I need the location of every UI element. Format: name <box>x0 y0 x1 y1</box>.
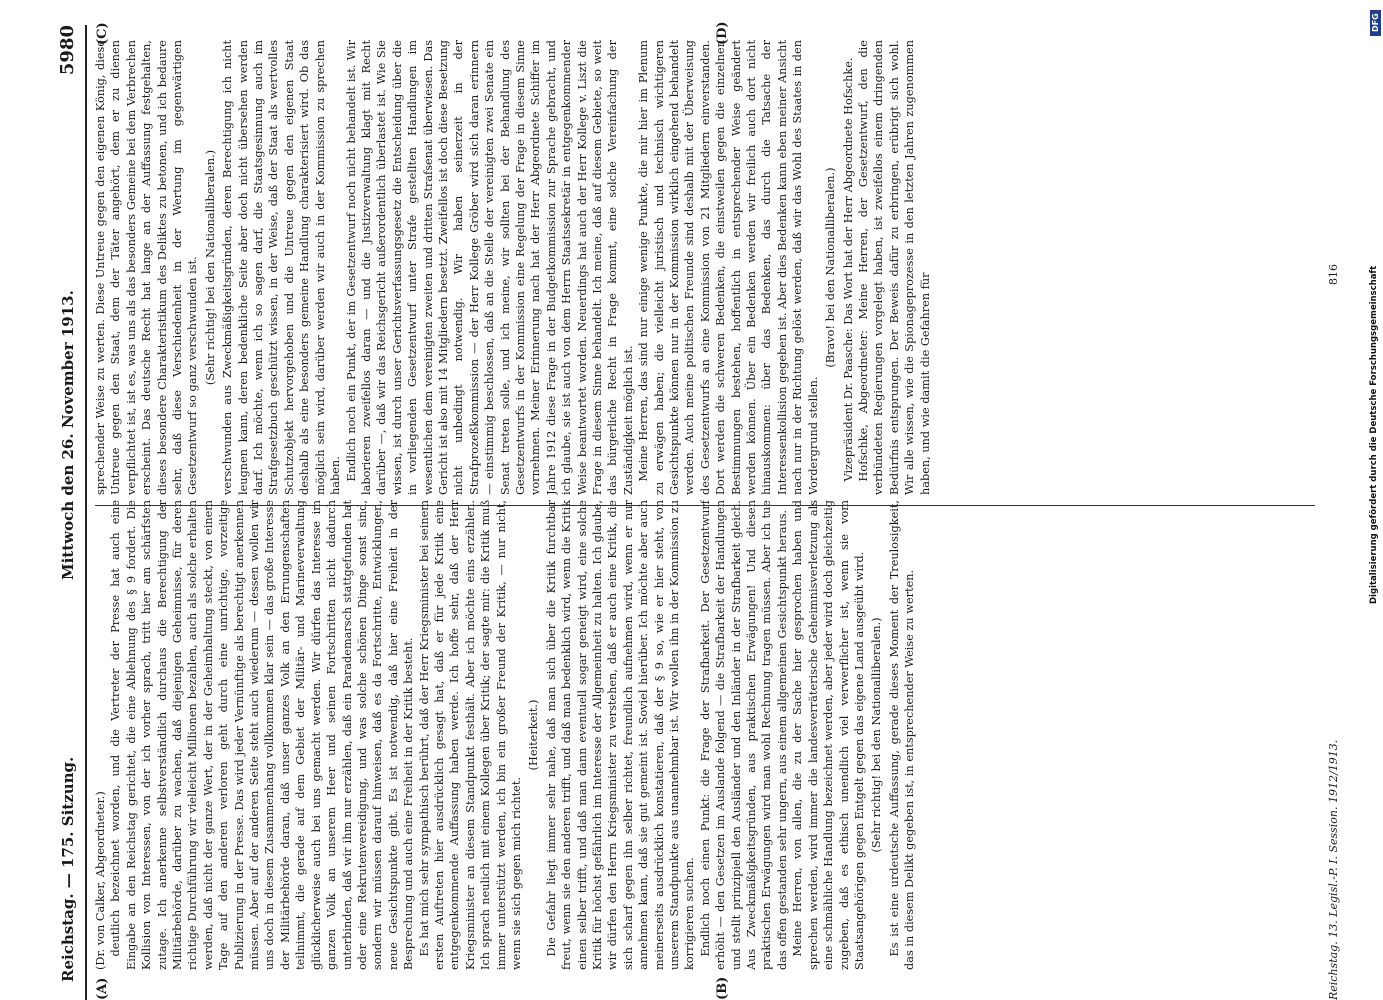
page-number: 5980 <box>57 25 78 76</box>
header-rule <box>85 25 87 1000</box>
marker-c: (C) <box>95 22 110 45</box>
dfg-logo: DFG <box>1370 10 1381 36</box>
interjection: (Sehr richtig! bei den Nationalliberalen.) <box>870 617 884 853</box>
paragraph: Meine Herren, von allen, die zu der Sache hier gesprochen haben und sprechen werden, wird immer die landesverräterische Geheimnisverletzung als eine schmähliche Handlung bezeichnet werden, aber jeder wird doch gleichzeitig zugeben, daß es ethisch unendlich viel verwerflicher ist, wenn sie vom Staatsangehörigen gegen Entgelt gegen das eigene Land ausgeübt wird. <box>791 500 866 970</box>
left-column <box>93 500 1323 970</box>
paragraph: verschwunden aus Zweckmäßigkeitsgründen, deren Berechtigung ich nicht leugnen kann, deren bedenkliche Seite aber doch nicht übersehen werden darf. Ich möchte, wenn ich so sagen darf, die Staatsgesinnung auch im Strafgesetzbuch geschützt wissen, in der Weise, daß der Staat als wertvolles Schutzobjekt hervorgehoben und die Untreue gegen den eigenen Staat deshalb als eine besonders gemeine Handlung charakterisiert wird. Ob das möglich sein wird, darüber werden wir auch in der Kommission zu sprechen haben. <box>221 40 343 495</box>
header-date: Mittwoch den 26. November 1913. <box>59 290 77 580</box>
footer-page-count: 816 <box>1327 264 1340 285</box>
paragraph: sprechender Weise zu werten. Diese Untreue gegen den eigenen König, diese Untreue gegen den Staat, dem der Täter angehört, dem er zu dienen verpflichtet ist, ist es, was uns als das besonders Gemeine bei dem Verbrechen erscheint. Das deutsche Recht hat lange an der Auffassung festgehalten, dieses besondere Charakteristikum des Deliktes zu betonen, und ich bedaure sehr, daß diese Verschiedenheit in der Wertung im gegenwärtigen Gesetzentwurf so ganz verschwunden ist. <box>94 40 200 495</box>
header-left: Reichstag. — 175. Sitzung. <box>59 756 77 982</box>
column-divider <box>95 505 1315 506</box>
page-header <box>55 25 85 1000</box>
interjection: (Heiterkeit.) <box>527 699 541 771</box>
marker-b: (B) <box>715 976 730 1000</box>
marker-d: (D) <box>715 21 730 45</box>
paragraph: Es ist eine urdeutsche Auffassung, gerade dieses Moment der Treulosigkeit, das in diesem Delikt gegeben ist, in entsprechender Weise zu werten. <box>887 500 917 970</box>
paragraph: deutlich bezeichnet worden, und die Vertreter der Presse hat auch eine Eingabe an den Reichstag gerichtet, die eine Ablehnung des § 9 fordert. Die Kollision von Interessen, von der ich vorher sprach, tritt hier am schärfsten zutage. Ich anerkenne selbstverständlich durchaus die Berechtigung der Militärbehörde, darüber zu wachen, daß diejenigen Geheimnisse, für deren richtige Durchführung wir vielleicht Millionen bezahlen, auch als solche erhalten werden, daß nicht der ganze Wert, der in der Geheimhaltung steckt, von einem Tage auf den anderen verloren geht durch eine unrichtige, vorzeitige Publizierung in der Presse. Das wird jeder Vernünftige als berechtigt anerkennen müssen. Aber auf der anderen Seite steht auch wiederum — dessen wollen wir uns doch in diesem Zusammenhang vollkommen klar sein — das große Interesse der Militärbehörde daran, daß unser ganzes Volk an den Errungenschaften teilnimmt, die gerade auf dem Gebiet der Militär- und Marineverwaltung glücklicherweise auch bei uns gemacht werden. Wir dürfen das Interesse im ganzen Volk an unserem Heer und seinen Fortschritten nicht dadurch unterbinden, daß wir ihm nur erzählen, daß ein Parademarsch stattgefunden hat oder eine Rekrutenvereidigung, und was solche schönen Dinge sonst sind, sondern wir müssen darauf hinweisen, daß es da Fortschritte, Entwicklungen, neue Gesichtspunkte gibt. Es ist notwendig, daß hier eine Freiheit in der Besprechung und auch eine Freiheit in der Kritik besteht. <box>109 500 416 970</box>
paragraph: Endlich noch einen Punkt: die Frage der Strafbarkeit. Der Gesetzentwurf erhöht — den Gesetzen im Auslande folgend — die Strafbarkeit der Handlungen und stellt prinzipiell den Ausländer und den Inländer in der Strafbarkeit gleich. Aus Zweckmäßigkeitsgründen, aus praktischen Erwägungen! Und diesen praktischen Erwägungen wird man wohl Rechnung tragen müssen. Aber ich tue das offen gestanden sehr ungern, aus einem allgemeinen Gesichtspunkt heraus. <box>698 500 789 970</box>
speaker-line: (Dr. von Calker, Abgeordneter.) <box>94 791 107 970</box>
right-column <box>93 40 1323 495</box>
interjection: (Bravo! bei den Nationalliberalen.) <box>824 167 838 368</box>
paragraph: Endlich noch ein Punkt, der im Gesetzentwurf noch nicht behandelt ist. Wir laborieren zweifellos daran — und die Justizverwaltung klagt mit Recht darüber —, daß wir das Reichsgericht außerordentlich überlastet ist. Wie Sie wissen, ist durch unser Gerichtsverfassungsgesetz die Entscheidung über die in vorliegenden Gesetzentwurf unter Strafe gestellten Handlungen im wesentlichen dem vereinigten zweiten und dritten Strafsenat überwiesen. Das Gericht ist also mit 14 Mitgliedern besetzt. Zweifellos ist doch diese Besetzung nicht unbedingt notwendig. Wir haben seinerzeit in der Strafprozeßkommission — der Herr Kollege Gröber wird sich daran erinnern — einstimmig beschlossen, daß an die Stelle der vereinigten zwei Senate ein Senat treten solle, und ich meine, wir sollten bei der Behandlung des Gesetzentwurfs in der Kommission eine Regelung der Frage in diesem Sinne vornehmen. Meiner Erinnerung nach hat der Herr Abgeordnete Schiffer im Jahre 1912 diese Frage in der Budgetkommission zur Sprache gebracht, und ich glaube, sie ist auch von dem Herrn Staatssekretär in entgegenkommender Weise beantwortet worden. Neuerdings hat auch der Herr Kollege v. Liszt die Frage in diesem Sinne behandelt. Ich meine, daß auf diesem Gebiete, so weit das bürgerliche Recht in Frage kommt, eine solche Vereinfachung der Zuständigkeit möglich ist. <box>344 40 635 495</box>
sidebar-attribution <box>1369 0 1383 1000</box>
rotated-document-page <box>55 21 1345 1000</box>
paragraph: Hofschke, Abgeordneter: Meine Herren, der Gesetzentwurf, den die verbündeten Regierungen vorgelegt haben, ist zweifellos einem dringenden Bedürfnis entsprungen. Der Beweis dafür zu erbringen, erübrigt sich wohl. Wir alle wissen, wie die Spionageprozesse in den letzten Jahren zugenommen haben, und wie damit die Gefahren für <box>856 40 932 495</box>
paragraph: Die Gefahr liegt immer sehr nahe, daß man sich über die Kritik furchtbar freut, wenn sie den anderen trifft, und daß man bedenklich wird, wenn die Kritik einen selber trifft, und daß man dann eventuell sogar geneigt wird, eine solche Kritik für höchst gefährlich im Interesse der Allgemeinheit zu halten. Ich glaube, wir dürfen den Herrn Kriegsminister zu verstehen, daß er auch eine Kritik, die sich scharf gegen ihn selber richtet, freundlich aufnehmen wird, wenn er nur annehmen kann, daß sie gut gemeint ist. Soviel hierüber. Ich möchte aber auch meinerseits ausdrücklich konstatieren, daß der § 9 so, wie er hier steht, von unserem Standpunkte aus unannehmbar ist. Wir wollen ihn in der Kommission zu korrigieren suchen. <box>544 500 697 970</box>
funding-note: Digitalisierung gefördert durch die Deutsche Forschungsgemeinschaft <box>1369 265 1379 604</box>
footer-session: Reichstag. 13. Legisl.-P. I. Session. 1912/1913. <box>1327 739 1340 1000</box>
paragraph: Vizepräsident Dr. Paasche: Das Wort hat der Herr Abgeordnete Hofschke. <box>841 57 855 482</box>
paragraph: Es hat mich sehr sympathisch berührt, daß der Herr Kriegsminister bei seinem ersten Auftreten hier ausdrücklich gesagt hat, daß er für jede Kritik eine entgegenkommende Auffassung haben werde. Ich hoffe sehr, daß der Herr Kriegsminister an diesem Standpunkt festhält. Aber ich möchte eins erzählen. Ich sprach neulich mit einem Kollegen über Kritik; der sagte mir: die Kritik muß immer unterstützt werden, ich bin ein großer Freund der Kritik, — nur nicht, wenn sie sich gegen mich richtet. <box>417 500 523 970</box>
marker-a: (A) <box>95 977 110 1000</box>
interjection: (Sehr richtig! bei den Nationalliberalen.) <box>203 149 217 386</box>
paragraph: Meine Herren, das sind nur einige wenige Punkte, die mir hier im Plenum zu erwägen haben; die vielleicht juristisch und technisch wichtigeren Gesichtspunkte können nur in der Kommission wirklich eingehend behandelt werden. Auch meine politischen Freunde sind deshalb mit der Überweisung des Gesetzentwurfs an eine Kommission von 21 Mitgliedern einverstanden. Dort werden die schweren Bedenken, die einstweilen gegen die einzelnen Bestimmungen bestehen, hoffentlich in entsprechender Weise geändert werden können. Über ein Bedenken werden wir freilich auch dort nicht hinauskommen: über das Bedenken, das durch die Tatsache der Interessenkollision gegeben ist. Aber dies Bedenken kann eben meiner Ansicht nach nur in der Richtung gelöst werden, daß wir das Wohl des Staates in den Vordergrund stellen. <box>637 40 820 495</box>
page-footer <box>1327 264 1340 1000</box>
